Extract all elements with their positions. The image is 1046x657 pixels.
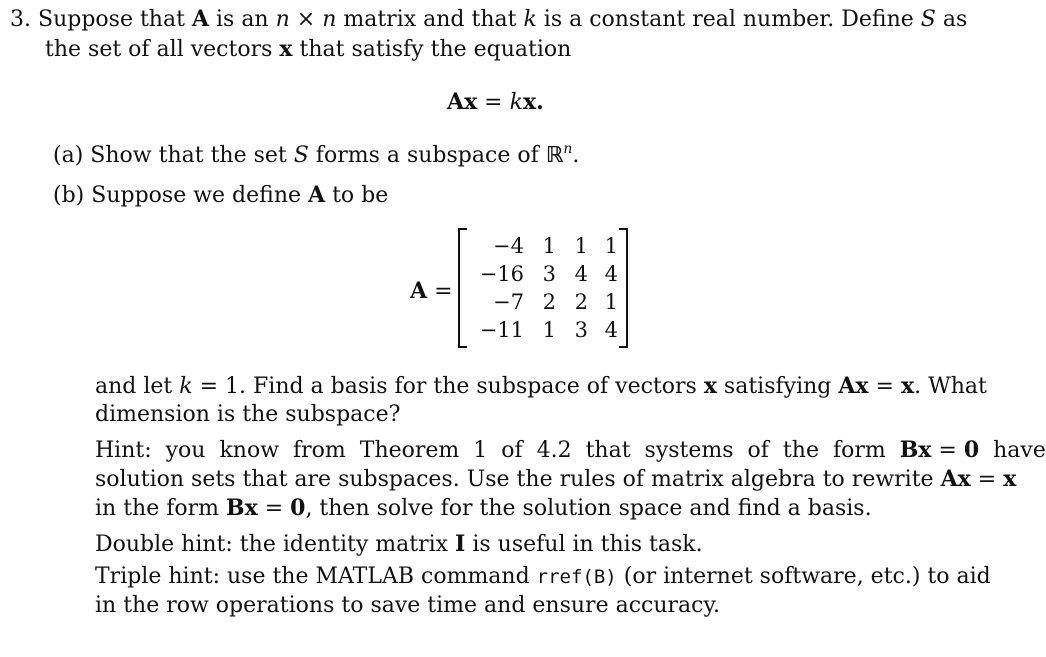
triple-hint-line-1: Triple hint: use the MATLAB command rref(B) (or internet software, etc.) to aid (95, 564, 991, 589)
matrix-cell: 1 (542, 318, 556, 342)
problem-statement-line-1: 3. Suppose that A is an n × n matrix and that k is a constant real number. Define S as (10, 6, 968, 32)
hint-line-3: in the form Bx = 0, then solve for the solution space and find a basis. (95, 495, 872, 521)
matrix-row (470, 316, 618, 344)
matrix-right-bracket (619, 228, 628, 348)
matrix-cell: 4 (574, 262, 588, 286)
matrix-label: A = (410, 278, 453, 304)
defining-equation: Ax = kx. (447, 89, 544, 115)
matrix-row (470, 288, 618, 316)
matrix-cell: −7 (493, 290, 524, 314)
part-a: (a) Show that the set S forms a subspace of ℝ$^n$. (53, 141, 580, 168)
matrix-row (470, 260, 618, 288)
matrix-row (470, 232, 618, 260)
part-a-label: (a) (53, 143, 84, 168)
triple-hint-line-2: in the row operations to save time and ensure accuracy. (95, 593, 720, 618)
matrix-cell: 1 (604, 234, 618, 258)
matrix-cell: 4 (604, 262, 618, 286)
matrix-cell: 2 (574, 290, 588, 314)
part-b: (b) Suppose we define A to be (53, 182, 389, 208)
problem-number: 3. (10, 7, 31, 32)
matlab-command: rref(B) (536, 566, 617, 588)
hint-line-1: Hint: you know from Theorem 1 of 4.2 that systems of the form Bx = 0 have (95, 437, 1046, 463)
matrix-cell: 3 (574, 318, 588, 342)
matrix-cell: 2 (542, 290, 556, 314)
matrix-cell: 1 (574, 234, 588, 258)
hint-line-2: solution sets that are subspaces. Use the rules of matrix algebra to rewrite Ax = x (95, 466, 1017, 492)
part-b-label: (b) (53, 183, 85, 208)
matrix-cell: −16 (479, 262, 524, 286)
part-b-question-line-1: and let k = 1. Find a basis for the subspace of vectors x satisfying Ax = x. What (95, 373, 987, 399)
double-hint: Double hint: the identity matrix I is useful in this task. (95, 531, 703, 557)
matrix-cell: 4 (604, 318, 618, 342)
matrix-cell: −4 (493, 234, 524, 258)
part-b-question-line-2: dimension is the subspace? (95, 402, 401, 427)
real-numbers-symbol: ℝ (545, 143, 564, 168)
matrix-left-bracket (458, 228, 467, 348)
matrix-cell: 1 (604, 290, 618, 314)
matrix-cell: 3 (542, 262, 556, 286)
matrix-A (458, 228, 628, 346)
matrix-cell: 1 (542, 234, 556, 258)
matrix-cell: −11 (479, 318, 524, 342)
problem-statement-line-2: the set of all vectors x that satisfy the equation (45, 36, 572, 62)
